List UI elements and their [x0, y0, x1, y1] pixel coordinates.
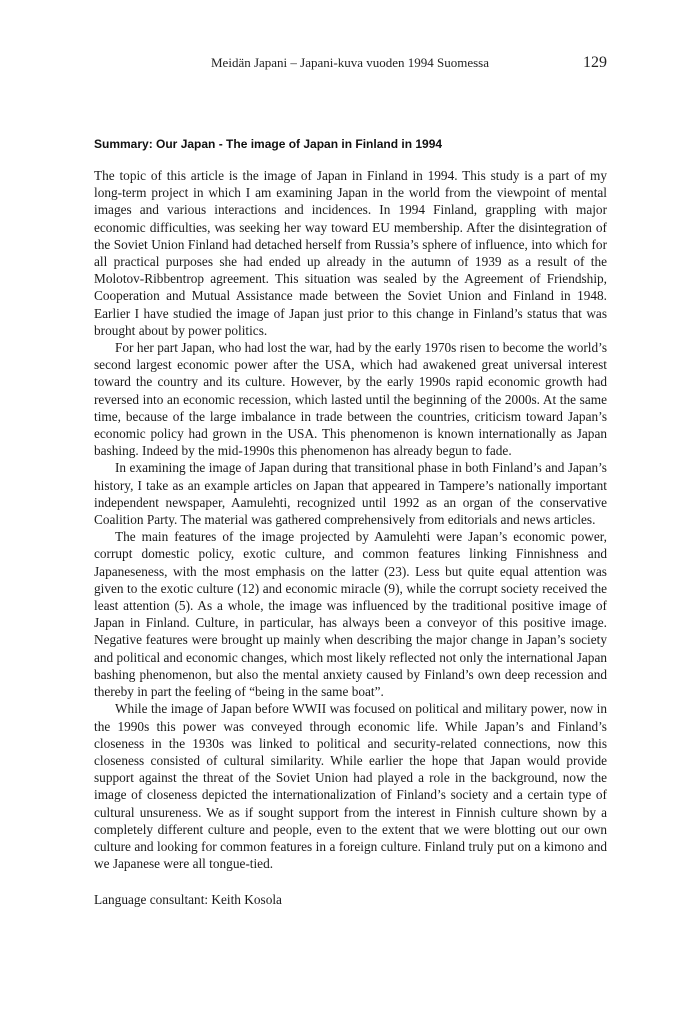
summary-paragraph: The main features of the image projected by Aamulehti were Japan’s economic power, corrupt domestic policy, exotic culture, and common features linking Finnishness and Japaneseness, with the most emphasis on the latter (23). Less but quite equal attention was given to the exotic culture (12) and economic miracle (9), while the corrupt society received the least attention (5). As a whole, the image was influenced by the traditional positive image of Japan in Finland. Culture, in particular, has always been a conveyor of this positive image. Negative features were brought up mainly when describing the major change in Japan’s society and political and economic changes, which most likely reflected not only the international Japan bashing phenomenon, but also the mental anxiety caused by Finland’s own deep recession and thereby in part the feeling of “being in the same boat”.	[94, 529, 607, 700]
language-consultant: Language consultant: Keith Kosola	[94, 892, 282, 907]
running-title: Meidän Japani – Japani-kuva vuoden 1994 Suomessa	[211, 55, 490, 70]
summary-heading: Summary: Our Japan - The image of Japan in Finland in 1994	[94, 137, 443, 151]
summary-paragraph: For her part Japan, who had lost the war, had by the early 1970s risen to become the world’s second largest economic power after the USA, which had awakened great universal interest toward the country and its culture. However, by the early 1990s rapid economic growth had reversed into an economic recession, which lasted until the beginning of the 2000s. At the same time, because of the large imbalance in trade between the countries, criticism toward Japan’s economic policy had grown in the USA. This phenomenon is known internationally as Japan bashing. Indeed by the mid-1990s this phenomenon has already begun to fade.	[94, 340, 607, 459]
page-number: 129	[583, 54, 607, 71]
summary-paragraph: While the image of Japan before WWII was focused on political and military power, now in the 1990s this power was conveyed through economic life. While Japan’s and Finland’s closeness in the 1930s was linked to political and security-related connections, now this closeness consisted of cultural similarity. While earlier the hope that Japan would provide support against the threat of the Soviet Union had played a role in the background, now the image of closeness depicted the internationalization of Finland’s society and a certain type of cultural unsureness. We as if sought support from the interest in Finnish culture shown by a completely different culture and people, even to the extent that we were blotting out our own culture and looking for common features in a foreign culture. Finland truly put on a kimono and we Japanese were all tongue-tied.	[94, 701, 607, 872]
running-header	[94, 54, 607, 74]
summary-paragraph: The topic of this article is the image of Japan in Finland in 1994. This study is a part of my long-term project in which I am examining Japan in the world from the viewpoint of mental images and various interactions and incidences. In 1994 Finland, grappling with major economic difficulties, was seeking her way toward EU membership. After the disintegration of the Soviet Union Finland had detached herself from Russia’s sphere of influence, into which for all practical purposes she had ended up already in the autumn of 1939 as a result of the Molotov-Ribbentrop agreement. This situation was sealed by the Agreement of Friendship, Cooperation and Mutual Assistance made between the Soviet Union and Finland in 1948. Earlier I have studied the image of Japan just prior to this change in Finland’s status that was brought about by power politics.	[94, 168, 607, 338]
summary-body	[94, 167, 607, 872]
summary-paragraph: In examining the image of Japan during that transitional phase in both Finland’s and Japan’s history, I take as an example articles on Japan that appeared in Tampere’s nationally important independent newspaper, Aamulehti, recognized until 1992 as an organ of the conservative Coalition Party. The material was gathered comprehensively from editorials and news articles.	[94, 460, 607, 528]
